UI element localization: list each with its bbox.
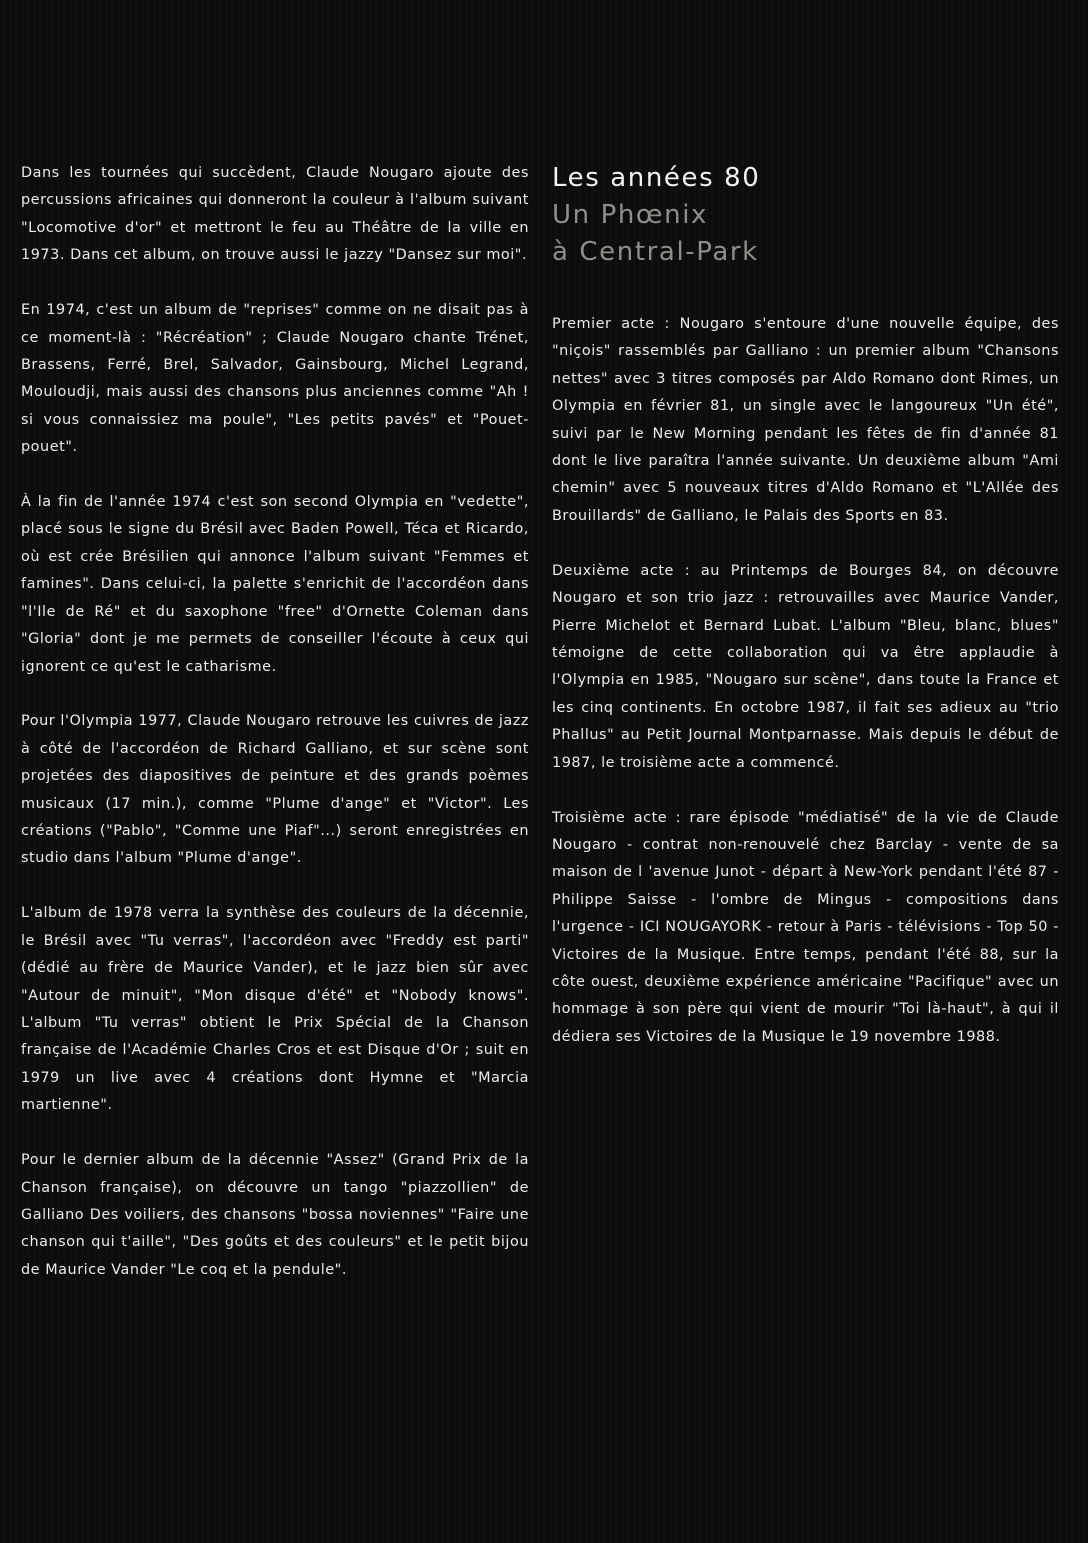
- paragraph: En 1974, c'est un album de "reprises" comme on ne disait pas à ce moment-là : "Récréation" ; Claude Nougaro chante Trénet, Brassens, Ferré, Brel, Salvador, Gainsbourg, Michel Legrand, Mouloudji, mais aussi des chansons plus anciennes comme "Ah ! si vous connaissiez ma poule", "Les petits pavés" et "Pouet-pouet".: [21, 302, 529, 456]
- paragraph: Pour le dernier album de la décennie "Assez" (Grand Prix de la Chanson française), on découvre un tango "piazzollien" de Galliano Des voiliers, des chansons "bossa noviennes" "Faire une chanson qui t'aille", "Des goûts et des couleurs" et le petit bijou de Maurice Vander "Le coq et la pendule".: [21, 1152, 529, 1278]
- paragraph: Dans les tournées qui succèdent, Claude Nougaro ajoute des percussions africaines qui donneront la couleur à l'album suivant "Locomotive d'or" et mettront le feu au Théâtre de la ville en 1973. Dans cet album, on trouve aussi le jazzy "Dansez sur moi".: [21, 165, 529, 264]
- paragraph: Troisième acte : rare épisode "médiatisé" de la vie de Claude Nougaro - contrat non-renouvelé chez Barclay - vente de sa maison de l 'avenue Junot - départ à New-York pendant l'été 87 - Philippe Saisse - l'ombre de Mingus - compositions dans l'urgence - ICI NOUGAYORK - retour à Paris - télévisions - Top 50 - Victoires de la Musique. Entre temps, pendant l'été 88, sur la côte ouest, deuxième expérience américaine "Pacifique" avec un hommage à son père qui vient de mourir "Toi là-haut", à qui il dédiera ses Victoires de la Musique le 19 novembre 1988.: [552, 809, 1059, 1045]
- right-column-text: [552, 311, 1059, 1051]
- left-column: [21, 160, 529, 1312]
- section-title: Les années 80: [552, 163, 761, 193]
- section-subtitle-line-2: à Central-Park: [552, 237, 759, 267]
- section-subtitle-line-1: Un Phœnix: [552, 200, 709, 230]
- paragraph: Pour l'Olympia 1977, Claude Nougaro retrouve les cuivres de jazz à côté de l'accordéon de Richard Galliano, et sur scène sont projetées des diapositives de peinture et des grands poèmes musicaux (17 min.), comme "Plume d'ange" et "Victor". Les créations ("Pablo", "Comme une Piaf"...) seront enregistrées en studio dans l'album "Plume d'ange".: [21, 713, 529, 867]
- paragraph: Premier acte : Nougaro s'entoure d'une nouvelle équipe, des "niçois" rassemblés par Galliano : un premier album "Chansons nettes" avec 3 titres composés par Aldo Romano dont Rimes, un Olympia en février 81, un single avec le langoureux "Un été", suivi par le New Morning pendant les fêtes de fin d'année 81 dont le live paraîtra l'année suivante. Un deuxième album "Ami chemin" avec 5 nouveaux titres d'Aldo Romano et "L'Allée des Brouillards" de Galliano, le Palais des Sports en 83.: [552, 316, 1059, 524]
- paragraph: À la fin de l'année 1974 c'est son second Olympia en "vedette", placé sous le signe du Brésil avec Baden Powell, Téca et Ricardo, où est crée Brésilien qui annonce l'album suivant "Femmes et famines". Dans celui-ci, la palette s'enrichit de l'accordéon dans "l'Ile de Ré" et du saxophone "free" d'Ornette Coleman dans "Gloria" dont je me permets de conseiller l'écoute à ceux qui ignorent ce qu'est le catharisme.: [21, 494, 529, 675]
- section-heading: [552, 160, 1059, 271]
- paragraph: L'album de 1978 verra la synthèse des couleurs de la décennie, le Brésil avec "Tu verras", l'accordéon avec "Freddy est parti" (dédié au frère de Maurice Vander), et le jazz bien sûr avec "Autour de minuit", "Mon disque d'été" et "Nobody knows". L'album "Tu verras" obtient le Prix Spécial de la Chanson française de l'Académie Charles Cros et est Disque d'Or ; suit en 1979 un live avec 4 créations dont Hymne et "Marcia martienne".: [21, 905, 529, 1114]
- right-column: [552, 160, 1059, 1073]
- paragraph: Deuxième acte : au Printemps de Bourges 84, on découvre Nougaro et son trio jazz : retrouvailles avec Maurice Vander, Pierre Michelot et Bernard Lubat. L'album "Bleu, blanc, blues" témoigne de cette collaboration qui va être applaudie à l'Olympia en 1985, "Nougaro sur scène", dans toute la France et les cinq continents. En octobre 1987, il fait ses adieux au "trio Phallus" au Petit Journal Montparnasse. Mais depuis le début de 1987, le troisième acte a commencé.: [552, 562, 1059, 771]
